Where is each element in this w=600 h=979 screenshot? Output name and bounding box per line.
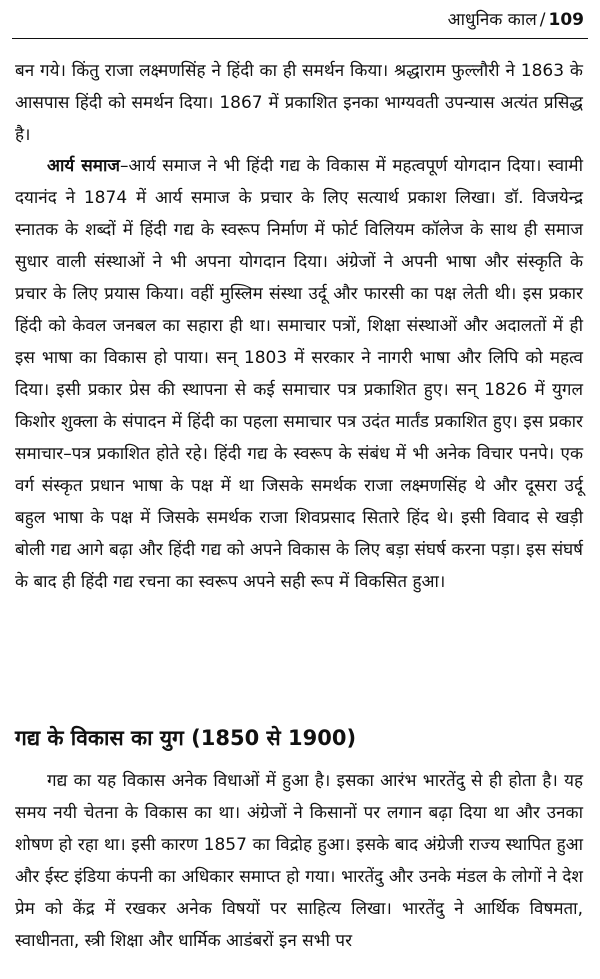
paragraph (15, 150, 583, 598)
running-header (448, 8, 584, 32)
paragraph (15, 55, 583, 151)
chapter-title: आधुनिक काल (447, 10, 537, 30)
paragraph-lead: आर्य समाज (47, 156, 120, 176)
paragraph-text: –आर्य समाज ने भी हिंदी गद्य के विकास में महत्वपूर्ण योगदान दिया। स्वामी दयानंद ने 1874 में आर्य समाज के प्रचार के लिए सत्यार्थ प्रकाश लिखा। डॉ. विजयेन्द्र स्नातक के शब्दों में हिंदी गद्य के स्वरूप निर्माण में फोर्ट विलियम कॉलेज के साथ ही समाज सुधार वाली संस्थाओं ने भी अपना योगदान दिया। अंग्रेजों ने अपनी भाषा और संस्कृति के प्रचार के लिए प्रयास किया। वहीं मुस्लिम संस्था उर्दू और फारसी का पक्ष लेती थी। इस प्रकार हिंदी को केवल जनबल का सहारा ही था। समाचार पत्रों, शिक्षा संस्थाओं और अदालतों में ही इस भाषा का विकास हो पाया। सन् 1803 में सरकार ने नागरी भाषा और लिपि को महत्व दिया। इसी प्रकार प्रेस की स्थापना से कई समाचार पत्र प्रकाशित हुए। सन् 1826 में युगल किशोर शुक्ला के संपादन में हिंदी का पहला समाचार पत्र उदंत मार्तंड प्रकाशित हुए। इस प्रकार समाचार–पत्र प्रकाशित होते रहे। हिंदी गद्य के स्वरूप के संबंध में भी अनेक विचार पनपे। एक वर्ग संस्कृत प्रधान भाषा के पक्ष में था जिसके समर्थक राजा लक्ष्मणसिंह थे और दूसरा उर्दू बहुल भाषा के पक्ष में जिसके समर्थक राजा शिवप्रसाद सितारे हिंद थे। इसी विवाद से खड़ी बोली गद्य आगे बढ़ा और हिंदी गद्य को अपने विकास के लिए बड़ा संघर्ष करना पड़ा। इस संघर्ष के बाद ही हिंदी गद्य रचना का स्वरूप अपने सही रूप में विकसित हुआ। (15, 156, 583, 592)
paragraph-text: गद्य का यह विकास अनेक विधाओं में हुआ है। इसका आरंभ भारतेंदु से ही होता है। यह समय नयी चेतना के विकास का था। अंग्रेजों ने किसानों पर लगान बढ़ा दिया था और उनका शोषण हो रहा था। इसी कारण 1857 का विद्रोह हुआ। इसके बाद अंग्रेजी राज्य स्थापित हुआ और ईस्ट इंडिया कंपनी का अधिकार समाप्त हो गया। भारतेंदु और उनके मंडल के लोगों ने देश प्रेम को केंद्र में रखकर अनेक विषयों पर साहित्य लिखा। भारतेंदु ने आर्थिक विषमता, स्वाधीनता, स्त्री शिक्षा और धार्मिक आडंबरों इन सभी पर (15, 771, 583, 951)
paragraph (15, 765, 583, 957)
page-number: 109 (548, 10, 584, 30)
paragraph-text: बन गये। किंतु राजा लक्ष्मणसिंह ने हिंदी का ही समर्थन किया। श्रद्धाराम फुल्लौरी ने 1863 के आसपास हिंदी को समर्थन दिया। 1867 में प्रकाशित इनका भाग्यवती उपन्यास अत्यंत प्रसिद्ध है। (15, 61, 583, 145)
section-heading: गद्य के विकास का युग (1850 से 1900) (15, 726, 357, 750)
header-rule (12, 38, 588, 39)
header-separator: / (539, 10, 546, 30)
